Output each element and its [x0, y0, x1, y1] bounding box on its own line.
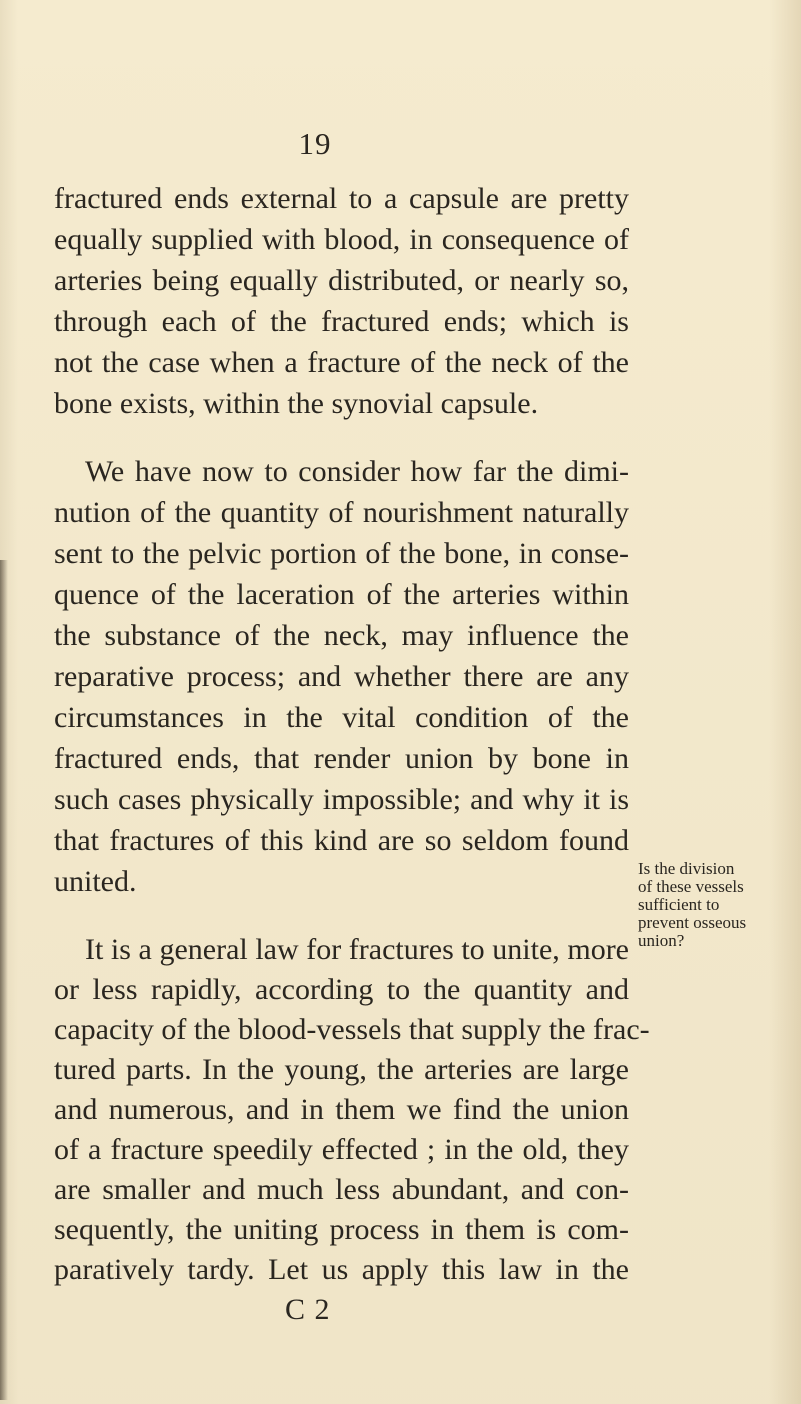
binding-shadow — [0, 560, 8, 1400]
text-line: It is a general law for fractures to unite, more — [85, 933, 629, 966]
text-line: or less rapidly, according to the quantity and — [54, 973, 629, 1006]
margin-note-line: of these vessels — [638, 877, 744, 896]
text-line: and numerous, and in them we find the union — [54, 1093, 629, 1126]
text-line: of a fracture speedily effected ; in the old, they — [54, 1133, 629, 1166]
text-line: equally supplied with blood, in consequence of — [54, 223, 629, 256]
margin-note — [638, 860, 788, 950]
page-number: 19 — [298, 126, 332, 161]
text-line: are smaller and much less abundant, and con- — [54, 1173, 629, 1206]
margin-note-line: sufficient to — [638, 895, 720, 914]
text-line: fractured ends external to a capsule are pretty — [54, 182, 629, 215]
text-line: sent to the pelvic portion of the bone, in conse- — [54, 537, 629, 570]
text-line: capacity of the blood-vessels that supply the frac- — [54, 1013, 650, 1046]
text-line: nution of the quantity of nourishment naturally — [54, 496, 629, 529]
text-line: that fractures of this kind are so seldom found — [54, 824, 629, 857]
margin-note-line: prevent osseous — [638, 913, 747, 932]
text-line: circumstances in the vital condition of the — [54, 701, 629, 734]
text-line: reparative process; and whether there are any — [54, 660, 629, 693]
text-line: paratively tardy. Let us apply this law in the — [54, 1253, 629, 1286]
margin-note-line: union? — [638, 931, 685, 950]
margin-note-line: Is the division — [638, 859, 735, 878]
text-line: sequently, the uniting process in them is com- — [54, 1213, 629, 1246]
signature-mark: C 2 — [285, 1293, 331, 1326]
text-line: We have now to consider how far the dimi- — [85, 455, 629, 488]
text-line: united. — [54, 865, 137, 898]
page-edge-shadow — [769, 0, 801, 1404]
text-line: tured parts. In the young, the arteries are large — [54, 1053, 629, 1086]
text-line: the substance of the neck, may influence the — [54, 619, 629, 652]
text-line: such cases physically impossible; and why it is — [54, 783, 629, 816]
text-line: not the case when a fracture of the neck of the — [54, 346, 629, 379]
text-line: through each of the fractured ends; which is — [54, 305, 629, 338]
text-line: quence of the laceration of the arteries within — [54, 578, 629, 611]
text-line: fractured ends, that render union by bone in — [54, 742, 629, 775]
text-line: arteries being equally distributed, or nearly so, — [54, 264, 629, 297]
text-line: bone exists, within the synovial capsule. — [54, 387, 539, 420]
